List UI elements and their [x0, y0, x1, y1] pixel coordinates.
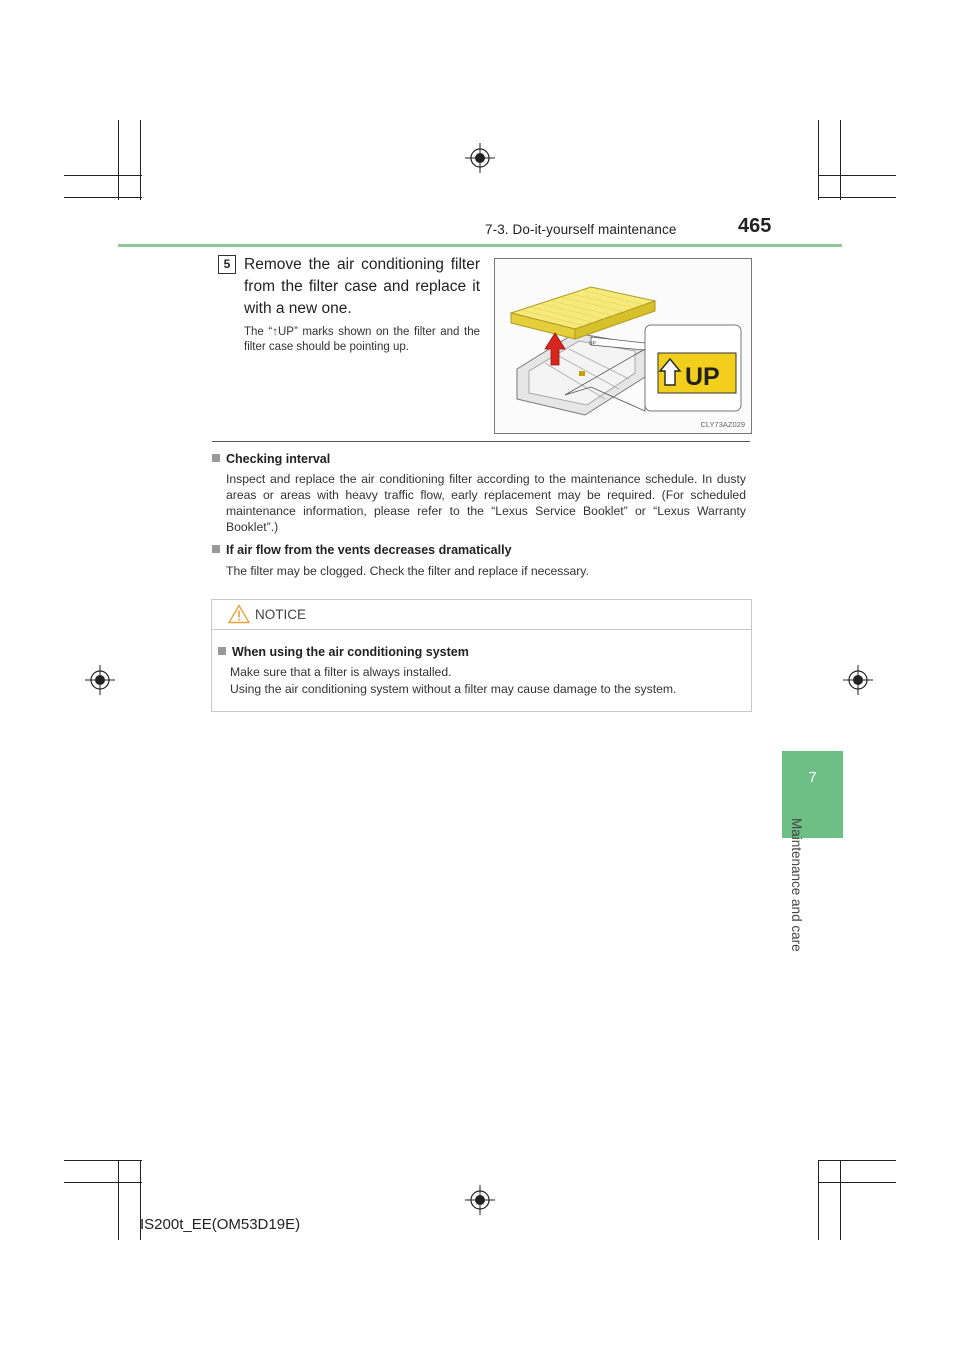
- notice-box: [211, 599, 752, 712]
- up-badge-label: UP: [685, 363, 720, 391]
- bullet-square-icon: [212, 454, 220, 462]
- chapter-number: 7: [808, 769, 817, 786]
- notice-item-heading: When using the air conditioning system: [218, 645, 469, 659]
- chapter-label: Maintenance and care: [789, 818, 804, 952]
- notice-header: [212, 600, 751, 630]
- registration-mark-icon: [465, 1185, 495, 1215]
- registration-mark-icon: [843, 665, 873, 695]
- notice-title: NOTICE: [255, 607, 307, 622]
- info-heading-checking-interval: Checking interval: [212, 452, 330, 466]
- bullet-square-icon: [212, 545, 220, 553]
- section-title: 7-3. Do-it-yourself maintenance: [485, 222, 677, 237]
- svg-text:UP: UP: [589, 341, 596, 347]
- info-body-air-flow: The filter may be clogged. Check the filter and replace if necessary.: [226, 564, 589, 578]
- info-body-checking-interval: Inspect and replace the air conditioning filter according to the maintenance schedule. In dusty areas or areas with heavy traffic flow, early replacement may be required. (For scheduled maintenance information, please refer to the “Lexus Service Booklet” or “Lexus Warranty Booklet”.): [226, 472, 746, 534]
- registration-mark-icon: [465, 143, 495, 173]
- notice-line-2: Using the air conditioning system without a filter may cause damage to the system.: [230, 682, 677, 696]
- filter-illustration: [494, 258, 752, 434]
- footer-model-code: IS200t_EE(OM53D19E): [140, 1216, 301, 1233]
- page-number: 465: [738, 215, 772, 237]
- step-text: Remove the air conditioning filter from the filter case and replace it with a new one.: [244, 256, 480, 317]
- chapter-label-wrap: [784, 818, 804, 968]
- figure-code: CLY73AZ029: [700, 420, 745, 429]
- notice-line-1: Make sure that a filter is always installed.: [230, 665, 452, 679]
- info-heading-air-flow: If air flow from the vents decreases dramatically: [212, 543, 512, 557]
- registration-mark-icon: [85, 665, 115, 695]
- warning-triangle-icon: [228, 604, 250, 624]
- header-divider: [118, 244, 842, 247]
- notice-body: [230, 664, 745, 698]
- step-number: 5: [218, 255, 236, 274]
- step-note: The “↑UP” marks shown on the filter and the filter case should be pointing up.: [244, 326, 480, 353]
- filter-replacement-illustration: [495, 259, 751, 433]
- bullet-square-icon: [218, 647, 226, 655]
- section-separator: [212, 441, 750, 442]
